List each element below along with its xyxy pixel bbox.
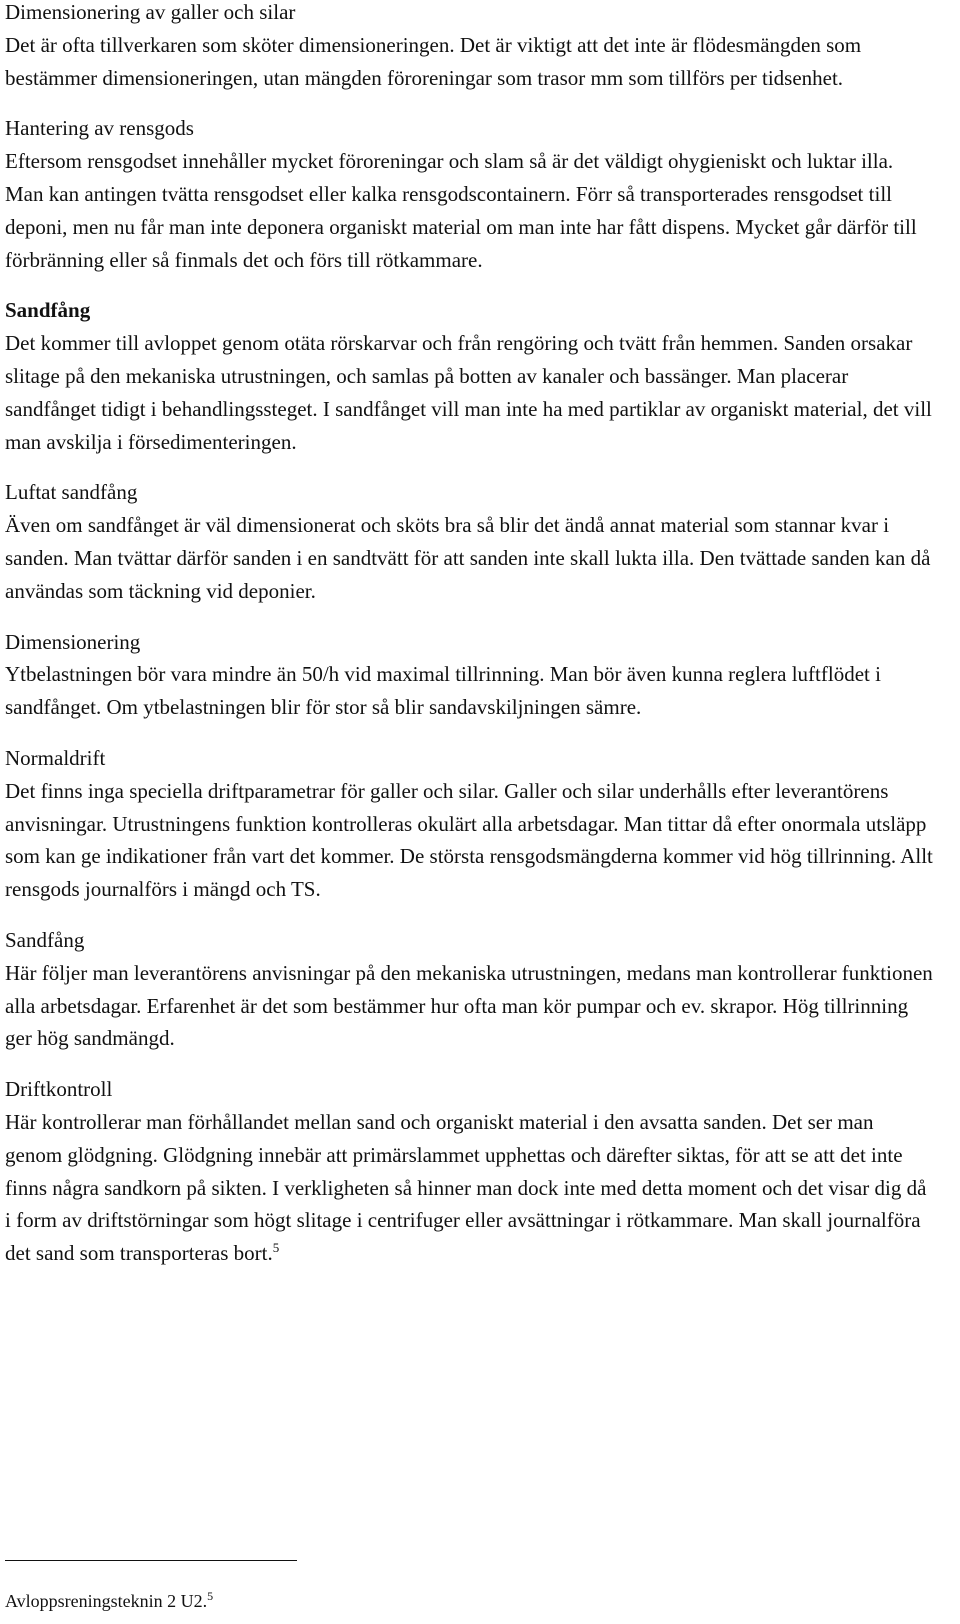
section-sandfang-drift: [5, 924, 935, 1055]
section-heading: Driftkontroll: [5, 1077, 113, 1102]
section-normaldrift: [5, 742, 935, 906]
footnote: [5, 1589, 213, 1613]
section-heading: Dimensionering: [5, 629, 141, 654]
section-body: [5, 1106, 935, 1270]
document-page: [5, 0, 935, 1288]
footnote-mark: 5: [207, 1589, 214, 1603]
section-heading: Dimensionering av galler och silar: [5, 0, 296, 24]
footnote-divider: [5, 1560, 297, 1561]
section-body: Eftersom rensgodset innehåller mycket föroreningar och slam så är det väldigt ohygieniskt och luktar illa. Man kan antingen tvätta rensgodset eller kalka rensgodscontainern. Förr så transporterades rensgodset till deponi, men nu får man inte deponera organiskt material om man inte har fått dispens. Mycket går därför till förbränning eller så finmals det och förs till rötkammare.: [5, 149, 917, 272]
footnote-text: Avloppsreningsteknin 2 U2.: [5, 1591, 208, 1611]
section-sandfang: [5, 294, 935, 458]
section-galler-dimensionering: [5, 0, 935, 94]
section-body: Ytbelastningen bör vara mindre än 50/h vid maximal tillrinning. Man bör även kunna reglera luftflödet i sandfånget. Om ytbelastningen blir för stor så blir sandavskiljningen sämre.: [5, 662, 881, 720]
section-heading: Hantering av rensgods: [5, 116, 194, 141]
section-heading: Sandfång: [5, 298, 91, 323]
footnote-reference: 5: [272, 1240, 280, 1256]
section-heading: Sandfång: [5, 927, 85, 952]
section-body: Det är ofta tillverkaren som sköter dimensioneringen. Det är viktigt att det inte är flödesmängden som bestämmer dimensioneringen, utan mängden föroreningar som trasor mm som tillförs per tidsenhet.: [5, 32, 862, 90]
section-driftkontroll: [5, 1073, 935, 1270]
section-body: Det kommer till avloppet genom otäta rörskarvar och från rengöring och tvätt från hemmen. Sanden orsakar slitage på den mekaniska utrustningen, och samlas på botten av kanaler och bassänger. Man placerar sandfånget tidigt i behandlingssteget. I sandfånget vill man inte ha med partiklar av organiskt material, det vill man avskilja i försedimenteringen.: [5, 331, 932, 454]
section-body: Här följer man leverantörens anvisningar på den mekaniska utrustningen, medans man kontrollerar funktionen alla arbetsdagar. Erfarenhet är det som bestämmer hur ofta man kör pumpar och ev. skrapor. Hög tillrinning ger hög sandmängd.: [5, 960, 933, 1051]
section-body-text: Här kontrollerar man förhållandet mellan sand och organiskt material i den avsatta sanden. Det ser man genom glödgning. Glödgning innebär att primärslammet upphettas och därefter siktas, för att se att det inte finns några sandkorn på sikten. I verkligheten så hinner man dock inte med detta moment och det visar dig då i form av driftstörningar som högt slitage i centrifuger eller avsättningar i rötkammare. Man skall journalföra det sand som transporteras bort.: [5, 1109, 927, 1266]
section-luftat-sandfang: [5, 476, 935, 607]
section-heading: Luftat sandfång: [5, 480, 138, 505]
section-body: Det finns inga speciella driftparametrar för galler och silar. Galler och silar underhålls efter leverantörens anvisningar. Utrustningens funktion kontrolleras okulärt alla arbetsdagar. Man tittar då efter onormala utsläpp som kan ge indikationer från vart det kommer. De största rensgodsmängderna kommer vid hög tillrinning. Allt rensgods journalförs i mängd och TS.: [5, 778, 933, 902]
section-heading: Normaldrift: [5, 745, 106, 770]
section-dimensionering: [5, 626, 935, 724]
section-body: Även om sandfånget är väl dimensionerat och sköts bra så blir det ändå annat material som stannar kvar i sanden. Man tvättar därför sanden i en sandtvätt för att sanden inte skall lukta illa. Den tvättade sanden kan då användas som täckning vid deponier.: [5, 513, 931, 603]
section-hantering-rensgods: [5, 112, 935, 276]
